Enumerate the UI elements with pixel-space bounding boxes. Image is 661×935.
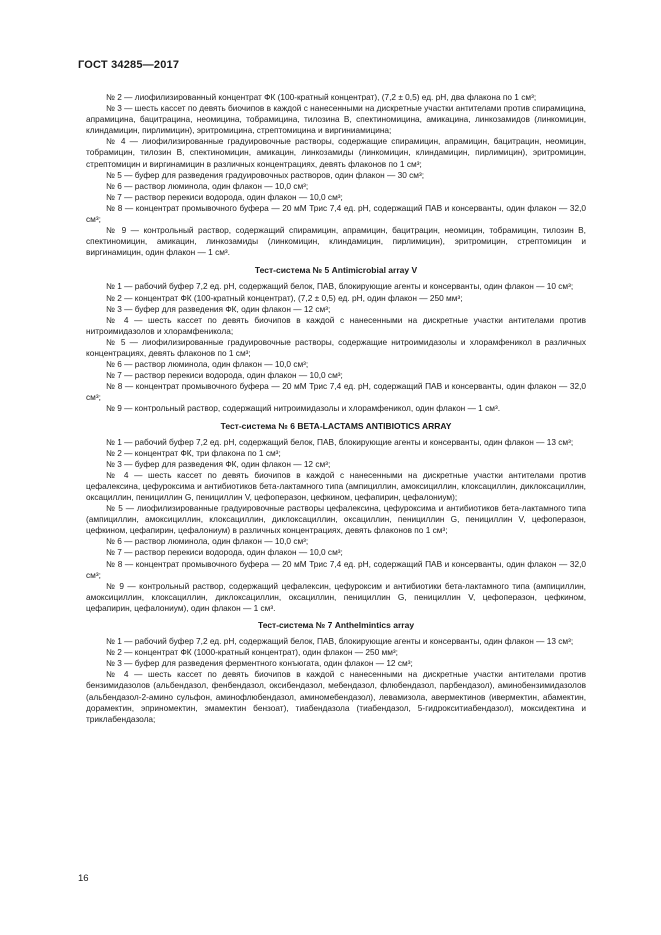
list-item: № 7 — раствор перекиси водорода, один флакон — 10,0 см³; (106, 191, 343, 202)
list-item: № 7 — раствор перекиси водорода, один флакон — 10,0 см³; (106, 547, 343, 558)
section-7-title: Тест-система № 7 Anthelmintics array (257, 620, 415, 631)
list-item: № 9 — контрольный раствор, содержащий нитроимидазолы и хлорамфеникол, один флакон — 1 см³. (106, 403, 501, 414)
list-item: № 4 — лиофилизированные градуировочные растворы, содержащие спирамицин, апрамицин, бацитрацин, неомицин, тобрамицин, тилозин B, спектиномицин, амикацин, линкозамиды (линкомицин, клиндамицин, пирлимицин), эритромицин, стрептомицин и виргинамицин в различных концентрациях, девять флаконов по 1 см³; (86, 136, 586, 169)
list-item: № 4 — шесть кассет по девять биочипов в каждой с нанесенными на дискретные участки антителами против нитроимидазолов и хлорамфеникола; (86, 314, 586, 336)
list-item: № 4 — шесть кассет по девять биочипов в каждой с нанесенными на дискретные участки антителами против бензимидазолов (альбендазол, фенбендазол, оксибендазол, мебендазол, флюбендазол, парбендазол), аминобензимидазолов (альбендазол-2-амино сульфон, аминофлюбендазол, аминомебендазол), левамизола, авермектинов (ивермектин, абамектин, дорамектин, эприномектин, эмамектин бензоат), тиабендазола (тиабендазол, 5-гидрокситиабендазол), моксидектина и триклабендазола; (86, 669, 586, 724)
list-item: № 1 — рабочий буфер 7,2 ед. рН, содержащий белок, ПАВ, блокирующие агенты и консерванты, один флакон — 10 см³; (106, 281, 574, 292)
list-item: № 5 — лиофилизированные градуировочные растворы цефалексина, цефуроксима и антибиотиков бета-лактамного типа (ампициллин, амоксициллин, клоксациллин, диклоксациллин, оксациллин, пенициллин G, пенициллин V, цефоперазон, цефкином, цефапирин, цефалониум) в различных концентрациях, девять флаконов по 1 см³; (86, 503, 586, 536)
list-item: № 2 — концентрат ФК, три флакона по 1 см³; (106, 447, 281, 458)
list-item: № 5 — лиофилизированные градуировочные растворы, содержащие нитроимидазолы и хлорамфеникол в различных концентрациях, девять флаконов по 1 см³; (86, 336, 586, 358)
list-item: № 8 — концентрат промывочного буфера — 20 мМ Трис 7,4 ед. рН, содержащий ПАВ и консерванты, один флакон — 32,0 см³; (86, 558, 586, 580)
document-body (86, 92, 586, 725)
list-item: № 3 — буфер для разведения ФК, один флакон — 12 см³; (106, 303, 331, 314)
list-item: № 1 — рабочий буфер 7,2 ед. рН, содержащий белок, ПАВ, блокирующие агенты и консерванты, один флакон — 13 см³; (106, 636, 574, 647)
list-item: № 3 — буфер для разведения ферментного конъюгата, один флакон — 12 см³; (106, 658, 413, 669)
list-item: № 2 — лиофилизированный концентрат ФК (100-кратный концентрат), (7,2 ± 0,5) ед. рН, два флакона по 1 см³; (106, 92, 537, 102)
list-item: № 8 — концентрат промывочного буфера — 20 мМ Трис 7,4 ед. рН, содержащий ПАВ и консерванты, один флакон — 32,0 см³; (86, 381, 586, 403)
list-item: № 6 — раствор люминола, один флакон — 10,0 см³; (106, 180, 309, 191)
list-item: № 2 — концентрат ФК (1000-кратный концентрат), один флакон — 250 мм³; (106, 647, 398, 658)
list-item: № 5 — буфер для разведения градуировочных растворов, один флакон — 30 см³; (106, 169, 425, 180)
list-item: № 8 — концентрат промывочного буфера — 20 мМ Трис 7,4 ед. рН, содержащий ПАВ и консерванты, один флакон — 32,0 см³; (86, 202, 586, 225)
list-item: № 6 — раствор люминола, один флакон — 10,0 см³; (106, 359, 309, 370)
section-6-title: Тест-система № 6 BETA-LACTAMS ANTIBIOTICS ARRAY (220, 420, 452, 431)
list-item: № 3 — шесть кассет по девять биочипов в каждой с нанесенными на дискретные участки антителами против спирамицина, апрамицина, бацитрацина, неомицина, тобрамицина, тилозина B, спектиномицина, амикацина, линкозамидов (линкомицин, клиндамицин, пирлимицин), эритромицина, стрептомицина и виргиниамицина; (86, 103, 586, 136)
document-header: ГОСТ 34285—2017 (78, 59, 180, 71)
section-7-list (86, 636, 586, 725)
page-number: 16 (78, 873, 89, 884)
list-item: № 3 — буфер для разведения ФК, один флакон — 12 см³; (106, 458, 331, 469)
list-item: № 9 — контрольный раствор, содержащий спирамицин, апрамицин, бацитрацин, неомицин, тобрамицин, тилозин B, спектиномицин, амикацин, линкозамиды (линкомицин, клиндамицин, пирлимицин), эритромицин, стрептомицин и виргинамицин, один флакон — 1 см³. (86, 225, 586, 258)
top-list (86, 92, 586, 258)
list-item: № 4 — шесть кассет по девять биочипов в каждой с нанесенными на дискретные участки антителами против цефалексина, цефуроксима и антибиотиков бета-лактамного типа (ампициллин, амоксициллин, клоксациллин, диклоксациллин, оксациллин, пенициллин G, пенициллин V, цефоперазон, цефкином, цефапирин, цефалониум); (86, 469, 586, 502)
section-5-list (86, 281, 586, 414)
section-6-list (86, 437, 586, 615)
list-item: № 7 — раствор перекиси водорода, один флакон — 10,0 см³; (106, 370, 343, 381)
section-5-title: Тест-система № 5 Antimicrobial array V (254, 265, 418, 276)
list-item: № 2 — концентрат ФК (100-кратный концентрат), (7,2 ± 0,5) ед. рН, один флакон — 250 мм³; (106, 292, 463, 303)
list-item: № 9 — контрольный раствор, содержащий цефалексин, цефуроксим и антибиотики бета-лактамного типа (ампициллин, амоксициллин, клоксациллин, диклоксациллин, оксациллин, пенициллин G, пенициллин V, цефоперазон, цефкином, цефапирин, цефалониум), один флакон — 1 см³. (86, 580, 586, 613)
list-item: № 1 — рабочий буфер 7,2 ед. рН, содержащий белок, ПАВ, блокирующие агенты и консерванты, один флакон — 13 см³; (106, 436, 574, 447)
list-item: № 6 — раствор люминола, один флакон — 10,0 см³; (106, 536, 309, 547)
